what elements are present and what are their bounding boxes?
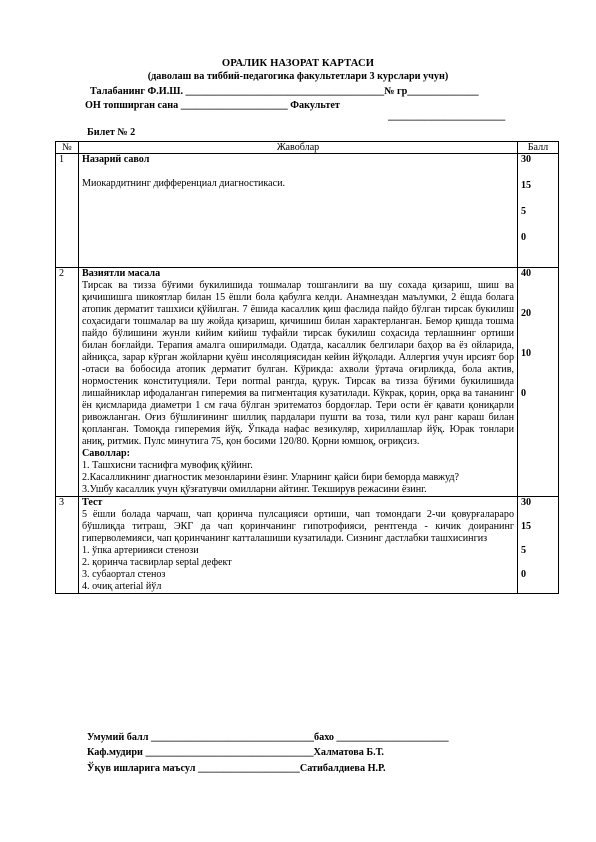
score-value: 30	[521, 154, 532, 165]
answer-cell	[79, 154, 518, 268]
section-title: Назарий савол	[82, 154, 150, 165]
section-title: Вазиятли масала	[82, 268, 161, 279]
score-value: 5	[521, 545, 527, 556]
score-value: 15	[521, 521, 532, 532]
score-value: 0	[521, 388, 527, 399]
submission-date-line: ОН топширган сана _____________________ Факультет	[85, 100, 340, 111]
answer-cell	[79, 268, 518, 497]
col-header-number: №	[56, 142, 79, 154]
case-text: Тирсак ва тизза бўғими букилишида тошмалар тошганлиги ва шу сохада қизариш, шиш ва қичишишга шикоятлар билан 15 ёшли бола қабулга келди. Анамнездан маълумки, 2 ёшда болага атопик дерматит ташхиси қўйилган. 7 ёшида касаллик қиш фаслида пайдо бўлган тирсак букилиш соҳасидаги тошмалар ва шу жойда қизариш, қичишиш билан характерланган. Бемор қишда тошма пайдо бўлишини жунли кийим кийиш туфайли тирсак букилиш соҳасида терлашнинг ортиши билан боғлайди. Терапия амалга оширилмади. Одатда, касаллик белгилари баҳор ва ёз ойларида, айниқса, зарар кўрган жойларни қуёш инсоляциясидан кейин йўқолади. Аллергия учун ирсият бор -отаси ва бобосида атопик дерматит булган. Кўрикда: ахволи ўртача оғирликда, бола актив, нормостеник конституцияли. Тери normal рангда, қурук. Тирсак ва тизза бўғими букилишида лишайниклар ифодаланган гиперемия ва пигментация кузатилади. Кўкрак, қорин, орқа ва тананинг ён қисмларида диаметри 1 см гача бўлган эритематоз бордоғлар. Тери ости ёғ қавати қониқарли ривожланган. Оғиз бўшлиғининг шиллиқ пардалари пушти ва тоза, тили кул ранг караш билан қопланган. Томоқда гиперемия йўқ. Ўпкада нафас везикуляр, хириллашлар йўқ. Юрак тонлари аниқ, ритмик. Пулс минутига 75, қон босими 120/80. Қорни юмшоқ, оғриқсиз.	[82, 280, 514, 447]
total-score-line: Умумий балл ________________________________бахо ______________________	[87, 732, 449, 743]
score-value: 0	[521, 232, 527, 243]
ticket-number: Билет № 2	[87, 127, 136, 138]
question-item: 3.Ушбу касаллик учун қўзғатувчи омилларни айтинг. Текширув режасини ёзинг.	[82, 484, 427, 495]
department-head-line: Каф.мудири _________________________________Халматова Б.Т.	[87, 747, 384, 758]
faculty-line: _______________________	[388, 111, 506, 122]
student-name-line: Талабанинг Ф.И.Ш. _______________________________________№ гр______________	[90, 86, 479, 97]
score-value: 20	[521, 308, 532, 319]
answer-cell	[79, 497, 518, 594]
academic-responsible-line: Ўқув ишларига маъсул ____________________Сатибалдиева Н.Р.	[87, 763, 386, 774]
score-value: 10	[521, 348, 532, 359]
document-title: ОРАЛИК НАЗОРАТ КАРТАСИ	[221, 58, 375, 69]
score-value: 30	[521, 497, 532, 508]
table-row	[56, 497, 559, 594]
question-item: 1. Ташхисни таснифга мувофиқ қўйинг.	[82, 460, 253, 471]
row-number: 3	[56, 497, 79, 594]
score-value: 40	[521, 268, 532, 279]
section-title: Тест	[82, 497, 103, 508]
test-option: 3. субаортал стеноз	[82, 569, 166, 580]
score-value: 5	[521, 206, 527, 217]
col-header-answers: Жавоблар	[79, 142, 518, 154]
answers-table	[55, 141, 559, 594]
score-value: 15	[521, 180, 532, 191]
col-header-score: Балл	[518, 142, 559, 154]
table-row	[56, 154, 559, 268]
score-value: 0	[521, 569, 527, 580]
test-option: 1. ўпка артериияси стенози	[82, 545, 199, 556]
question-item: 2.Касалликнинг диагностик мезонларини ёзинг. Уларнинг қайси бири беморда мавжуд?	[82, 472, 460, 483]
row-number: 2	[56, 268, 79, 497]
test-option: 2. қоринча тасвирлар septal дефект	[82, 557, 232, 568]
test-option: 4. очиқ arterial йўл	[82, 581, 162, 592]
score-cell	[518, 154, 559, 268]
questions-title: Саволлар:	[82, 448, 130, 459]
question-text: Миокардитнинг дифференциал диагностикаси.	[82, 178, 286, 189]
score-cell	[518, 268, 559, 497]
score-cell	[518, 497, 559, 594]
table-row	[56, 268, 559, 497]
table-header-row	[56, 142, 559, 154]
row-number: 1	[56, 154, 79, 268]
document-subtitle: (даволаш ва тиббий-педагогика факультетлари 3 курслари учун)	[147, 71, 449, 82]
test-question-text: 5 ёшли болада чарчаш, чап қоринча пулсацияси ортиши, чап томондаги 2-чи қовурғаларaро бўшлиқда титраш, ЭКГ да чап қоринчанинг гипотрофияси, рентгенда - кичик доиранинг гиперволемияси, чап қоринчанинг катталашиши кузатилади. Сизнинг дастлабки ташхисингиз	[82, 509, 514, 544]
